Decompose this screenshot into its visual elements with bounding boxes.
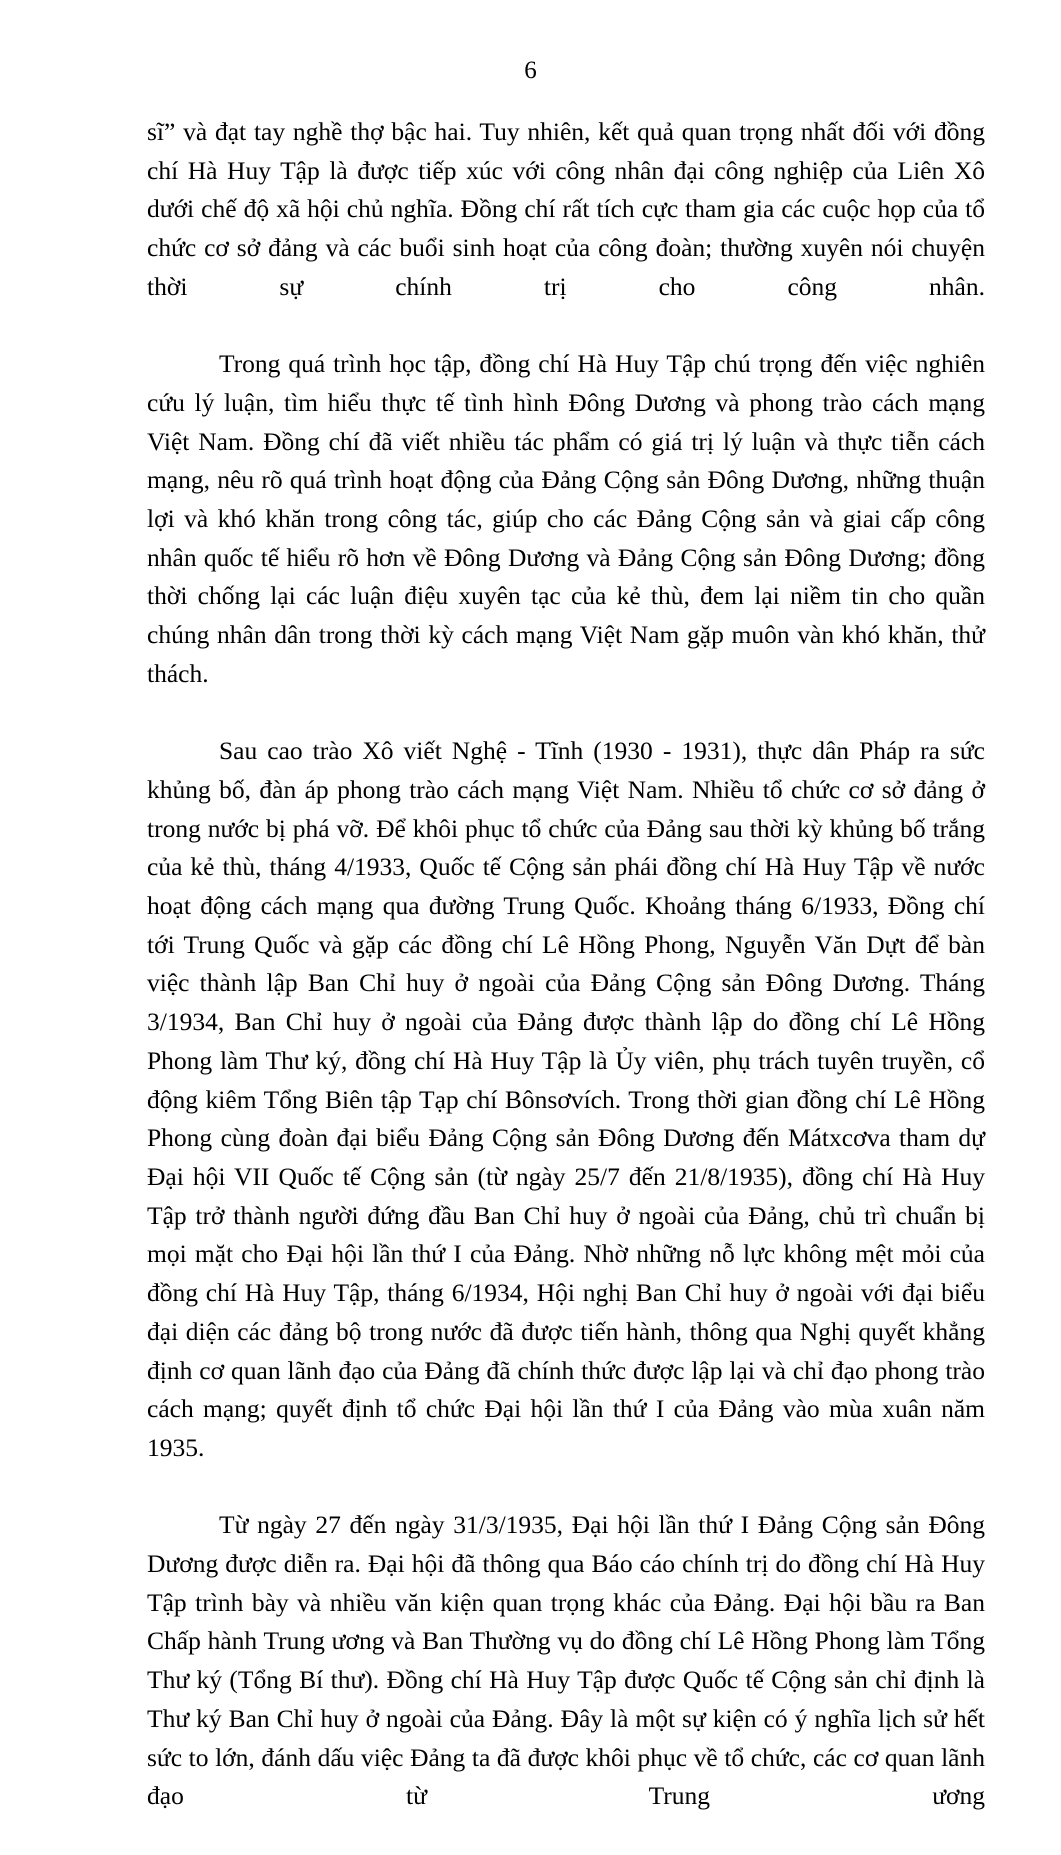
paragraph-2: Trong quá trình học tập, đồng chí Hà Huy Tập chú trọng đến việc nghiên cứu lý luận, tìm hiểu thực tế tình hình Đông Dương và phong trào cách mạng Việt Nam. Đồng chí đã viết nhiều tác phẩm có giá trị lý luận và thực tiễn cách mạng, nêu rõ quá trình hoạt động của Đảng Cộng sản Đông Dương, những thuận lợi và khó khăn trong công tác, giúp cho các Đảng Cộng sản và giai cấp công nhân quốc tế hiểu rõ hơn về Đông Dương và Đảng Cộng sản Đông Dương; đồng thời chống lại các luận điệu xuyên tạc của kẻ thù, đem lại niềm tin cho quần chúng nhân dân trong thời kỳ cách mạng Việt Nam gặp muôn vàn khó khăn, thử thách.: [147, 349, 985, 688]
paragraph-3: Sau cao trào Xô viết Nghệ - Tĩnh (1930 - 1931), thực dân Pháp ra sức khủng bố, đàn áp phong trào cách mạng Việt Nam. Nhiều tổ chức cơ sở đảng ở trong nước bị phá vỡ. Để khôi phục tổ chức của Đảng sau thời kỳ khủng bố trắng của kẻ thù, tháng 4/1933, Quốc tế Cộng sản phái đồng chí Hà Huy Tập về nước hoạt động cách mạng qua đường Trung Quốc. Khoảng tháng 6/1933, Đồng chí tới Trung Quốc và gặp các đồng chí Lê Hồng Phong, Nguyễn Văn Dựt để bàn việc thành lập Ban Chỉ huy ở ngoài của Đảng Cộng sản Đông Dương. Tháng 3/1934, Ban Chỉ huy ở ngoài của Đảng được thành lập do đồng chí Lê Hồng Phong làm Thư ký, đồng chí Hà Huy Tập là Ủy viên, phụ trách tuyên truyền, cổ động kiêm Tổng Biên tập Tạp chí Bônsơvích. Trong thời gian đồng chí Lê Hồng Phong cùng đoàn đại biểu Đảng Cộng sản Đông Dương đến Mátxcơva tham dự Đại hội VII Quốc tế Cộng sản (từ ngày 25/7 đến 21/8/1935), đồng chí Hà Huy Tập trở thành người đứng đầu Ban Chỉ huy ở ngoài của Đảng, chủ trì chuẩn bị mọi mặt cho Đại hội lần thứ I của Đảng. Nhờ những nỗ lực không mệt mỏi của đồng chí Hà Huy Tập, tháng 6/1934, Hội nghị Ban Chỉ huy ở ngoài với đại biểu đại diện các đảng bộ trong nước đã được tiến hành, thông qua Nghị quyết khẳng định cơ quan lãnh đạo của Đảng đã chính thức được lập lại và chỉ đạo phong trào cách mạng; quyết định tổ chức Đại hội lần thứ I của Đảng vào mùa xuân năm 1935.: [147, 736, 985, 1462]
paragraph-1: sĩ” và đạt tay nghề thợ bậc hai. Tuy nhiên, kết quả quan trọng nhất đối với đồng chí Hà Huy Tập là được tiếp xúc với công nhân đại công nghiệp của Liên Xô dưới chế độ xã hội chủ nghĩa. Đồng chí rất tích cực tham gia các cuộc họp của tổ chức cơ sở đảng và các buổi sinh hoạt của công đoàn; thường xuyên nói chuyện thời sự chính trị cho công nhân.: [147, 117, 985, 301]
page-body: [147, 113, 985, 1855]
page-number: 6: [524, 57, 537, 84]
paragraph-4: Từ ngày 27 đến ngày 31/3/1935, Đại hội lần thứ I Đảng Cộng sản Đông Dương được diễn ra. Đại hội đã thông qua Báo cáo chính trị do đồng chí Hà Huy Tập trình bày và nhiều văn kiện quan trọng khác của Đảng. Đại hội bầu ra Ban Chấp hành Trung ương và Ban Thường vụ do đồng chí Lê Hồng Phong làm Tổng Thư ký (Tổng Bí thư). Đồng chí Hà Huy Tập được Quốc tế Cộng sản chỉ định là Thư ký Ban Chỉ huy ở ngoài của Đảng. Đây là một sự kiện có ý nghĩa lịch sử hết sức to lớn, đánh dấu việc Đảng ta đã được khôi phục về tổ chức, các cơ quan lãnh đạo từ Trung ương: [147, 1510, 985, 1811]
